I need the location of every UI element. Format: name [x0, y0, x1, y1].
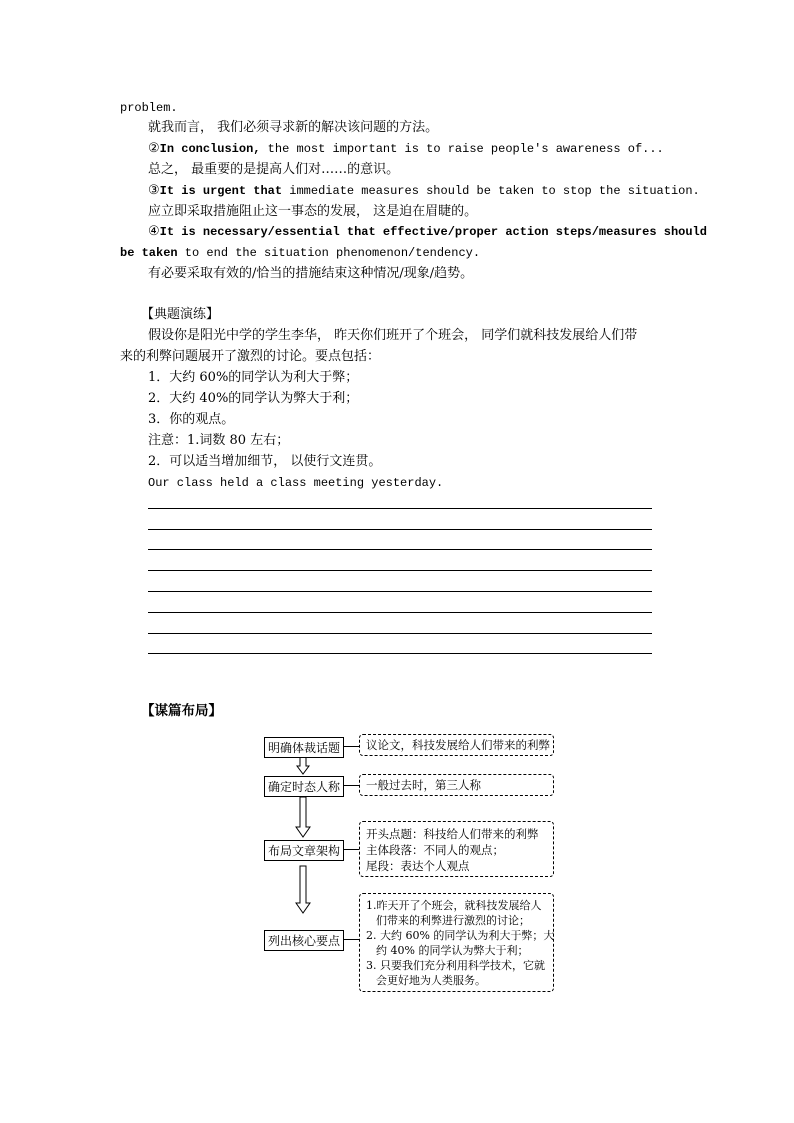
- text-line: 来的利弊问题展开了激烈的讨论。要点包括：: [120, 349, 381, 364]
- content-line: 1.昨天开了个班会，就科技发展给人: [366, 899, 542, 912]
- note: 注意：1.词数 80 左右；: [148, 433, 290, 448]
- section-heading: 【谋篇布局】: [141, 703, 222, 719]
- text-line: 就我而言， 我们必须寻求新的解决该问题的方法。: [148, 120, 439, 135]
- sentence-text: immediate measures should be taken to stop the situation.: [282, 184, 700, 198]
- list-item: 1．大约 60%的同学认为利大于弊；: [148, 370, 359, 385]
- bold-phrase: In conclusion,: [159, 142, 261, 156]
- step-label-tense: 确定时态人称: [264, 776, 344, 797]
- down-arrow-icon: [296, 866, 310, 913]
- note: 2．可以适当增加细节， 以使行文连贯。: [148, 454, 382, 469]
- step-content-key-points: [359, 893, 554, 992]
- bold-phrase: It is necessary/essential that effective/proper action steps/measures should: [159, 225, 707, 239]
- content-line: 们带来的利弊进行激烈的讨论；: [376, 914, 530, 927]
- sentence-text: the most important is to raise people's awareness of...: [260, 142, 664, 156]
- content-line: 主体段落：不同人的观点；: [366, 843, 504, 857]
- content-line: 2. 大约 60% 的同学认为利大于弊；大: [366, 929, 555, 942]
- step-label-key-points: 列出核心要点: [264, 930, 344, 951]
- sentence-text: to end the situation phenomenon/tendency.: [177, 246, 481, 260]
- list-item: 2．大约 40%的同学认为弊大于利；: [148, 391, 359, 406]
- bold-phrase: be taken: [120, 246, 178, 260]
- content-line: 开头点题：科技给人们带来的利弊: [366, 827, 539, 841]
- text-line: 有必要采取有效的/恰当的措施结束这种情况/现象/趋势。: [148, 266, 474, 281]
- content-line: 约 40% 的同学认为弊大于利；: [376, 944, 529, 957]
- text-line: 总之， 最重要的是提高人们对……的意识。: [148, 162, 400, 177]
- connector: [343, 746, 359, 747]
- connector: [343, 785, 359, 786]
- connector: [343, 939, 359, 940]
- content-line: 议论文，科技发展给人们带来的利弊: [366, 738, 550, 752]
- content-line: 尾段：表达个人观点: [366, 859, 470, 873]
- number-marker: ④: [148, 224, 160, 239]
- essay-starter: Our class held a class meeting yesterday.: [148, 476, 444, 490]
- number-marker: ②: [148, 141, 160, 156]
- connector: [343, 849, 359, 850]
- down-arrow-icon: [297, 757, 309, 774]
- text-line: 应立即采取措施阻止这一事态的发展， 这是迫在眉睫的。: [148, 204, 478, 219]
- section-heading: 【典题演练】: [141, 307, 220, 322]
- list-item: 3．你的观点。: [148, 412, 235, 427]
- down-arrow-icon: [296, 797, 310, 837]
- content-line: 3. 只要我们充分利用科学技术，它就: [366, 959, 545, 972]
- step-content-structure: [359, 821, 554, 877]
- step-content-genre: [359, 734, 554, 756]
- content-line: 一般过去时，第三人称: [366, 778, 481, 792]
- text-line: 假设你是阳光中学的学生李华， 昨天你们班开了个班会， 同学们就科技发展给人们带: [148, 328, 638, 343]
- step-content-tense: [359, 774, 554, 796]
- step-label-genre: 明确体裁话题: [264, 737, 344, 758]
- bold-phrase: It is urgent that: [159, 184, 283, 198]
- content-line: 会更好地为人类服务。: [376, 974, 486, 987]
- text-line: problem.: [120, 101, 178, 115]
- number-marker: ③: [148, 183, 160, 198]
- step-label-structure: 布局文章架构: [264, 840, 344, 861]
